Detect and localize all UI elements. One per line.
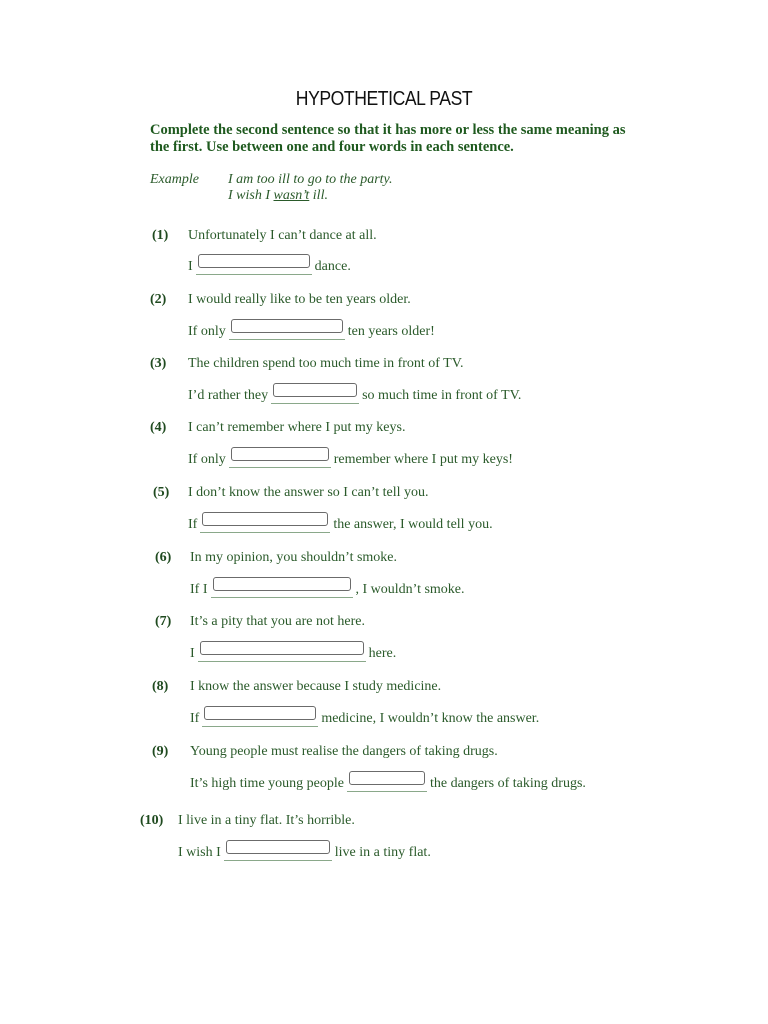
question-number: (8) (152, 679, 169, 694)
question-number: (3) (150, 356, 167, 371)
answer-blank (196, 258, 312, 275)
answer-line (188, 387, 521, 404)
example-label: Example (150, 172, 199, 187)
question-sentence: In my opinion, you shouldn’t smoke. (190, 550, 398, 565)
answer-blank (198, 645, 366, 662)
answer-input-5[interactable] (202, 512, 328, 526)
example-answer-line (228, 188, 328, 204)
answer-suffix: medicine, I wouldn’t know the answer. (321, 711, 540, 726)
answer-prefix: If (190, 711, 200, 726)
answer-suffix: remember where I put my keys! (333, 452, 513, 467)
example-before: I wish I (228, 188, 274, 203)
answer-prefix: It’s high time young people (190, 776, 344, 791)
answer-blank (200, 516, 330, 533)
answer-prefix: I wish I (178, 845, 221, 860)
question-sentence: Young people must realise the dangers of taking drugs. (190, 744, 498, 759)
answer-prefix: If only (188, 324, 226, 339)
answer-line (188, 258, 351, 275)
answer-blank (211, 581, 353, 598)
answer-prefix: I (190, 646, 195, 661)
answer-blank (271, 387, 359, 404)
page-title: HYPOTHETICAL PAST (295, 88, 473, 110)
instructions: Complete the second sentence so that it has more or less the same meaning as the first. Use between one and four words in each sentence. (150, 122, 626, 155)
answer-blank (347, 775, 427, 792)
question-number: (2) (150, 292, 167, 307)
answer-input-1[interactable] (198, 254, 310, 268)
answer-suffix: , I wouldn’t smoke. (355, 582, 465, 597)
answer-suffix: so much time in front of TV. (362, 388, 522, 403)
answer-input-4[interactable] (231, 447, 329, 461)
question-sentence: Unfortunately I can’t dance at all. (188, 228, 377, 243)
question-number: (7) (155, 614, 172, 629)
answer-line (190, 710, 539, 727)
question-number: (10) (140, 813, 164, 828)
answer-suffix: here. (368, 646, 397, 661)
question-sentence: I live in a tiny flat. It’s horrible. (178, 813, 355, 828)
example-sentence: I am too ill to go to the party. (228, 172, 393, 187)
answer-input-2[interactable] (231, 319, 343, 333)
answer-line (188, 516, 493, 533)
answer-line (178, 844, 431, 861)
answer-suffix: live in a tiny flat. (334, 845, 431, 860)
question-number: (9) (152, 744, 169, 759)
answer-prefix: I (188, 259, 193, 274)
question-number: (4) (150, 420, 167, 435)
question-sentence: I know the answer because I study medicine. (190, 679, 442, 694)
question-number: (5) (153, 485, 170, 500)
question-sentence: It’s a pity that you are not here. (190, 614, 365, 629)
answer-suffix: the answer, I would tell you. (333, 517, 493, 532)
answer-blank (224, 844, 332, 861)
answer-prefix: If (188, 517, 198, 532)
question-sentence: I can’t remember where I put my keys. (188, 420, 406, 435)
answer-suffix: the dangers of taking drugs. (429, 776, 586, 791)
example-answer: wasn’t (273, 188, 310, 203)
answer-input-3[interactable] (273, 383, 357, 397)
answer-line (188, 323, 435, 340)
answer-blank (229, 323, 345, 340)
question-number: (6) (155, 550, 172, 565)
answer-input-7[interactable] (200, 641, 364, 655)
answer-suffix: ten years older! (347, 324, 435, 339)
question-number: (1) (152, 228, 169, 243)
answer-line (190, 581, 465, 598)
answer-input-8[interactable] (204, 706, 316, 720)
question-sentence: I don’t know the answer so I can’t tell you. (188, 485, 429, 500)
answer-prefix: I’d rather they (188, 388, 269, 403)
answer-suffix: dance. (314, 259, 351, 274)
answer-line (190, 645, 396, 662)
answer-line (190, 775, 586, 792)
example-after: ill. (309, 188, 328, 203)
answer-input-6[interactable] (213, 577, 351, 591)
answer-prefix: If only (188, 452, 226, 467)
answer-blank (202, 710, 318, 727)
answer-input-10[interactable] (226, 840, 330, 854)
question-sentence: The children spend too much time in front of TV. (188, 356, 464, 371)
answer-input-9[interactable] (349, 771, 425, 785)
answer-blank (229, 451, 331, 468)
answer-line (188, 451, 513, 468)
answer-prefix: If I (190, 582, 208, 597)
question-sentence: I would really like to be ten years older. (188, 292, 411, 307)
